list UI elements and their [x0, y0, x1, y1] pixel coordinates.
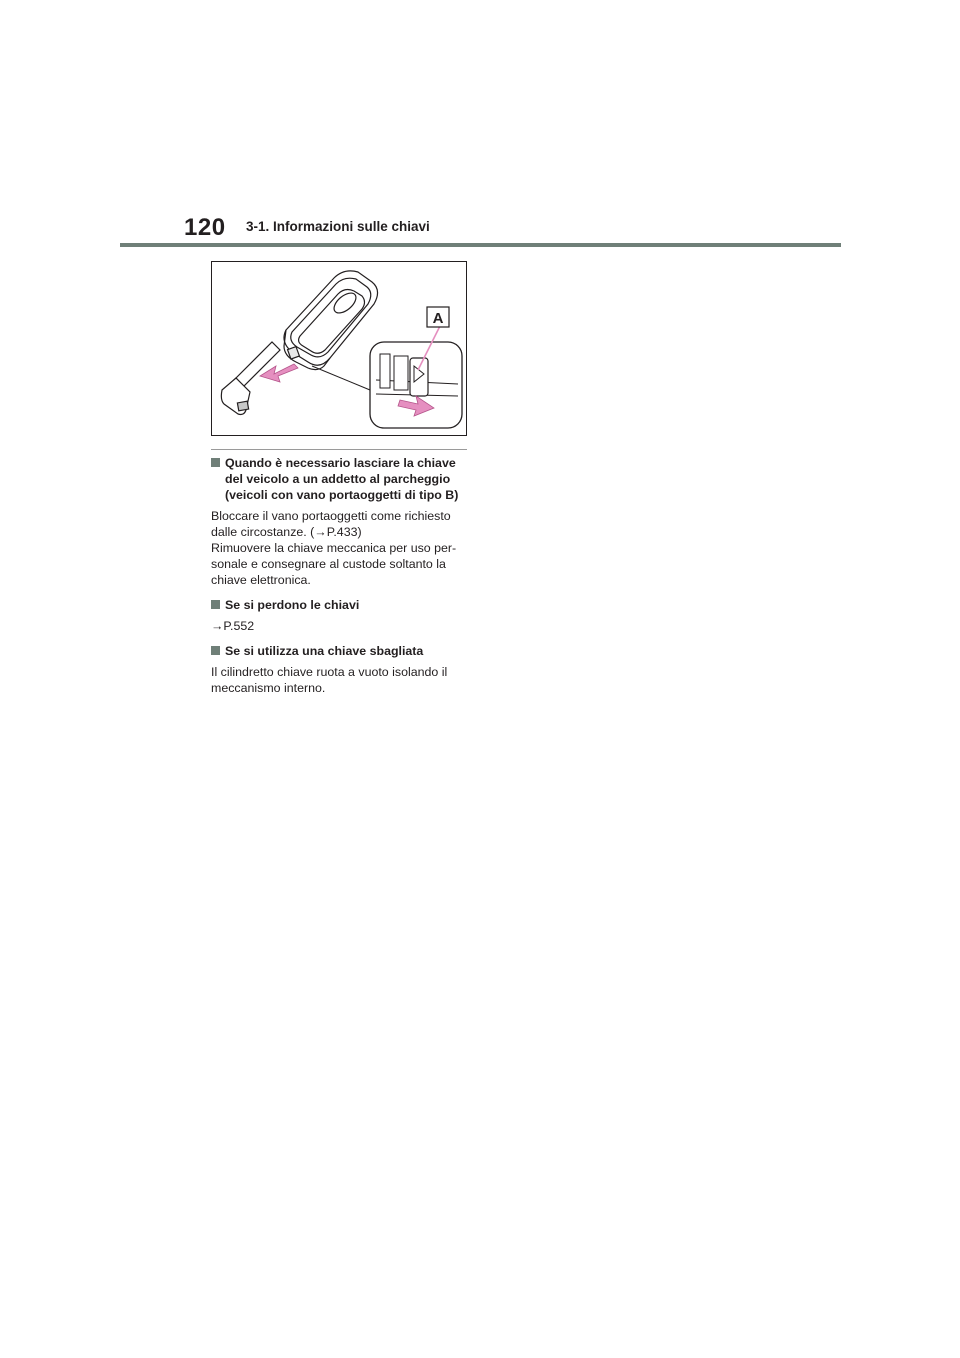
square-bullet-icon — [211, 458, 220, 467]
heading-text: Se si utilizza una chiave sbagliata — [225, 644, 424, 658]
body-line: dalle circostanze. (→P.433) — [211, 525, 362, 539]
body-line: Rimuovere la chiave meccanica per uso per- — [211, 541, 457, 555]
section-heading-lost-keys — [211, 597, 473, 613]
section-body-lost-keys — [211, 618, 473, 634]
key-fob-body — [284, 271, 378, 370]
heading-text: Quando è necessario lasciare la chiave del veicolo a un addetto al parcheggio (veicoli con vano portaoggetti di tipo B) — [225, 456, 459, 502]
pull-arrow-icon — [260, 364, 298, 382]
section-heading-wrong-key — [211, 643, 473, 659]
key-illustration — [211, 261, 467, 436]
section-divider — [211, 449, 467, 450]
content — [211, 455, 473, 705]
section-heading-valet — [211, 455, 473, 503]
header-rule — [120, 243, 841, 247]
body-line: meccanismo interno. — [211, 681, 326, 695]
page-number: 120 — [184, 214, 226, 241]
body-line: Il cilindretto chiave ruota a vuoto isolando il — [211, 665, 448, 679]
heading-text: Se si perdono le chiavi — [225, 598, 360, 612]
section-title: 3-1. Informazioni sulle chiavi — [246, 219, 430, 234]
page-reference: →P.552 — [211, 619, 255, 633]
section-body-valet — [211, 508, 473, 588]
square-bullet-icon — [211, 600, 220, 609]
body-line: sonale e consegnare al custode soltanto la — [211, 557, 446, 571]
section-body-wrong-key — [211, 664, 473, 696]
body-line: chiave elettronica. — [211, 573, 311, 587]
callout-label-a: A — [432, 310, 444, 327]
body-line: Bloccare il vano portaoggetti come richiesto — [211, 509, 451, 523]
square-bullet-icon — [211, 646, 220, 655]
release-detail-inset — [370, 326, 462, 428]
